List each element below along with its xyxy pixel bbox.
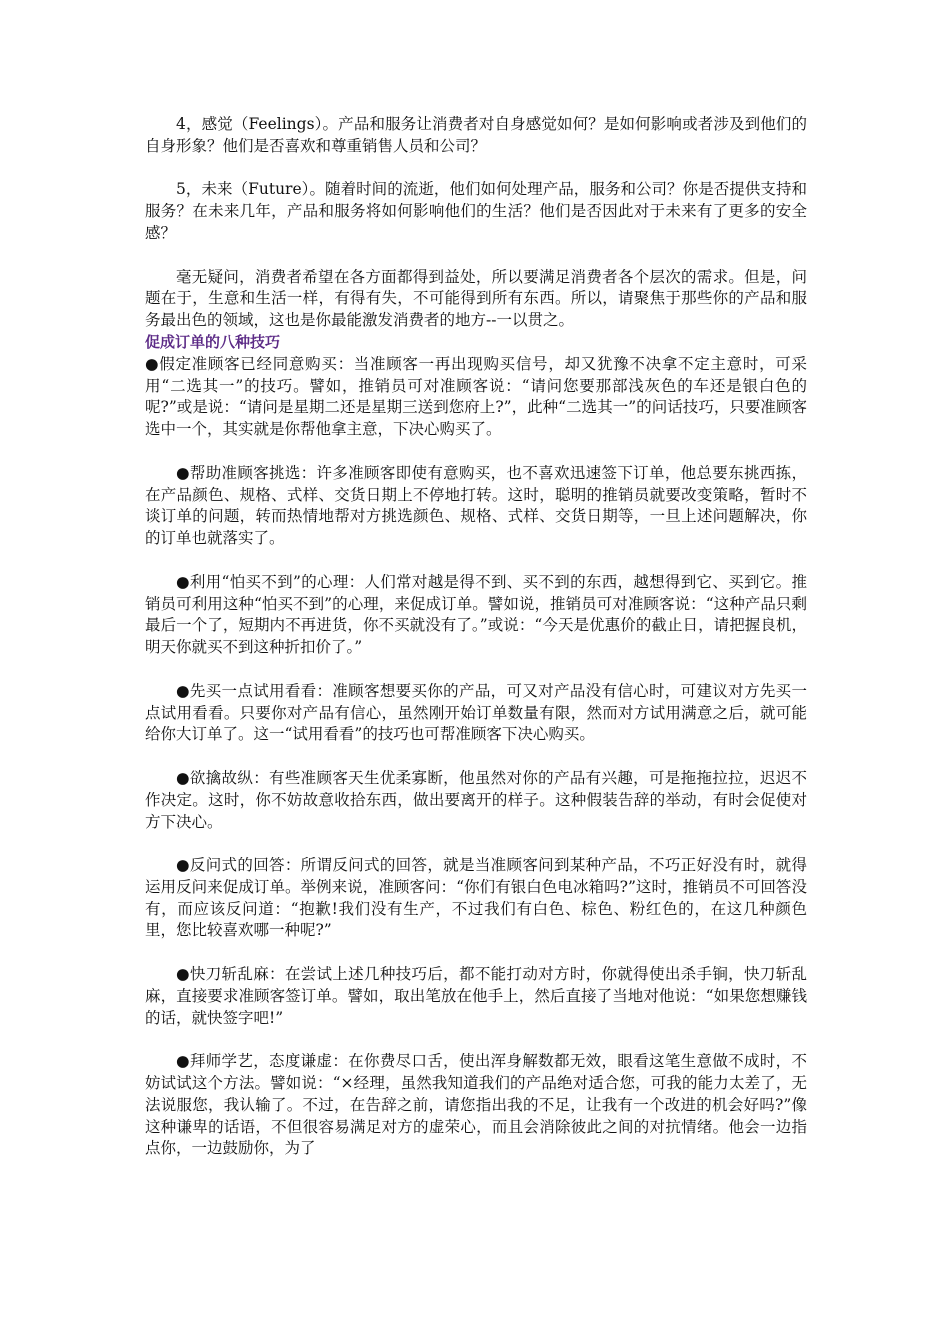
document-body — [145, 114, 807, 1160]
section-heading: 促成订单的八种技巧 — [145, 332, 281, 351]
technique-assume-agreement: ●假定准顾客已经同意购买：当准顾客一再出现购买信号，却又犹豫不决拿不定主意时，可采用“二选其一”的技巧。譬如，推销员可对准顾客说：“请问您要那部浅灰色的车还是银白色的呢?”或是说：“请问是星期二还是星期三送到您府上?”，此种“二选其一”的问话技巧，只要准顾客选中一个，其实就是你帮他拿主意，下决心购买了。 — [145, 354, 807, 439]
paragraph-feelings: 4，感觉（Feelings）。产品和服务让消费者对自身感觉如何？是如何影响或者涉及到他们的自身形象？他们是否喜欢和尊重销售人员和公司？ — [145, 115, 807, 155]
technique-fear-of-missing: ●利用“怕买不到”的心理：人们常对越是得不到、买不到的东西，越想得到它、买到它。推销员可利用这种“怕买不到”的心理，来促成订单。譬如说，推销员可对准顾客说：“这种产品只剩最后一个了，短期内不再进货，你不买就没有了。”或说：“今天是优惠价的截止日，请把握良机，明天你就买不到这种折扣价了。” — [145, 572, 807, 657]
technique-counter-question: ●反问式的回答：所谓反问式的回答，就是当准顾客问到某种产品，不巧正好没有时，就得运用反问来促成订单。举例来说，准顾客问：“你们有银白色电冰箱吗?”这时，推销员不可回答没有，而应该反问道：“抱歉!我们没有生产，不过我们有白色、棕色、粉红色的，在这几种颜色里，您比较喜欢哪一种呢?” — [145, 856, 807, 940]
paragraph-conclusion: 毫无疑问，消费者希望在各方面都得到益处，所以要满足消费者各个层次的需求。但是，问题在于，生意和生活一样，有得有失，不可能得到所有东西。所以，请聚焦于那些你的产品和服务最出色的领域，这也是你最能激发消费者的地方--一以贯之。 — [145, 267, 807, 330]
technique-trial-purchase: ●先买一点试用看看：准顾客想要买你的产品，可又对产品没有信心时，可建议对方先买一点试用看看。只要你对产品有信心，虽然刚开始订单数量有限，然而对方试用满意之后，就可能给你大订单了。这一“试用看看”的技巧也可帮准顾客下决心购买。 — [145, 681, 807, 744]
technique-help-choose: ●帮助准顾客挑选：许多准顾客即使有意购买，也不喜欢迅速签下订单，他总要东挑西拣，在产品颜色、规格、式样、交货日期上不停地打转。这时，聪明的推销员就要改变策略，暂时不谈订单的问题，转而热情地帮对方挑选颜色、规格、式样、交货日期等，一旦上述问题解决，你的订单也就落实了。 — [145, 463, 807, 548]
technique-cut-the-knot: ●快刀斩乱麻：在尝试上述几种技巧后，都不能打动对方时，你就得使出杀手锏，快刀斩乱麻，直接要求准顾客签订单。譬如，取出笔放在他手上，然后直接了当地对他说：“如果您想赚钱的话，就快签字吧!” — [145, 965, 807, 1027]
paragraph-future: 5，未来（Future）。随着时间的流逝，他们如何处理产品，服务和公司？你是否提供支持和服务？在未来几年，产品和服务将如何影响他们的生活？他们是否因此对于未来有了更多的安全感？ — [145, 180, 807, 242]
technique-humble-learner: ●拜师学艺，态度谦虚：在你费尽口舌，使出浑身解数都无效，眼看这笔生意做不成时，不妨试试这个方法。譬如说：“×经理，虽然我知道我们的产品绝对适合您，可我的能力太差了，无法说服您，我认输了。不过，在告辞之前，请您指出我的不足，让我有一个改进的机会好吗?”像这种谦卑的话语，不但很容易满足对方的虚荣心，而且会消除彼此之间的对抗情绪。他会一边指点你，一边鼓励你，为了 — [145, 1052, 807, 1158]
technique-play-hard-to-get: ●欲擒故纵：有些准顾客天生优柔寡断，他虽然对你的产品有兴趣，可是拖拖拉拉，迟迟不作决定。这时，你不妨故意收拾东西，做出要离开的样子。这种假装告辞的举动，有时会促使对方下决心。 — [145, 768, 807, 831]
